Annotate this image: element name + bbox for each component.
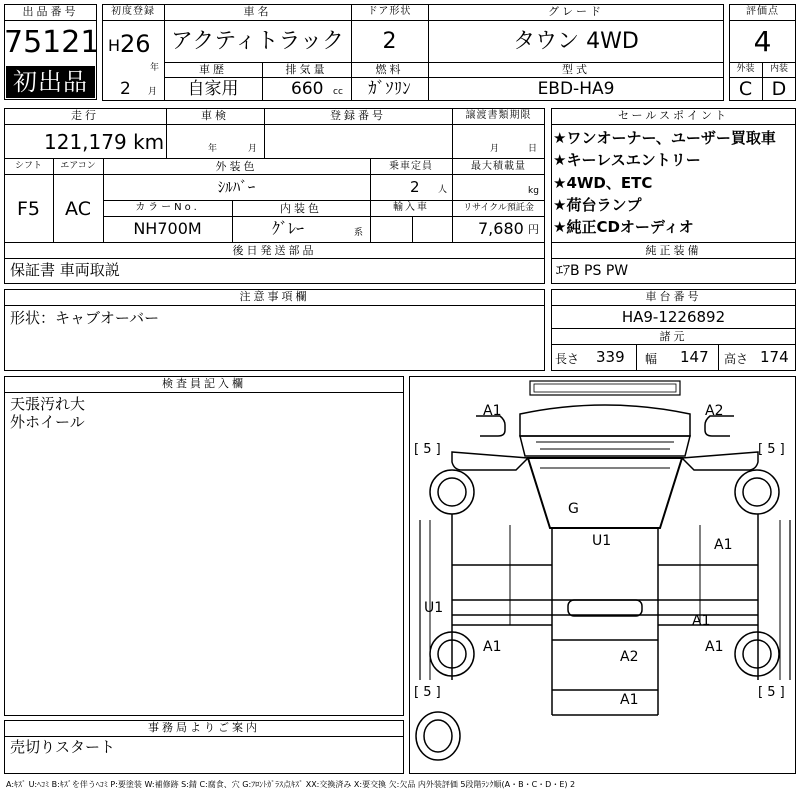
- capacity-value: 2: [410, 178, 420, 196]
- max-load-label: 最大積載量: [471, 161, 526, 172]
- height-label: 高さ: [724, 352, 749, 366]
- car-name: アクティトラック: [170, 29, 345, 54]
- tire-rear-right: [ 5 ]: [758, 685, 785, 700]
- width-value: 147: [680, 348, 709, 366]
- mark-left-rear: A1: [483, 639, 502, 655]
- lot-label: 出品番号: [22, 5, 79, 18]
- mark-right-sill: A1: [692, 613, 711, 629]
- inspector-line-2: 外ホイール: [10, 413, 85, 431]
- inspector-line-1: 天張汚れ大: [10, 395, 86, 413]
- shift-value: F5: [16, 198, 41, 220]
- aircon-label: エアコン: [60, 161, 96, 171]
- model-code-label: 型式: [562, 63, 590, 76]
- notes-value: 形状：キャブオーバー: [10, 309, 160, 327]
- mileage-label: 走行: [71, 109, 99, 122]
- legend-text: A:ｷｽﾞ U:ﾍｺﾐ B:ｷｽﾞを伴うﾍｺﾐ P:要塗装 W:補修跡 S:錆 C:腐食、穴 G:ﾌﾛﾝﾄｶﾞﾗｽ点ｷｽﾞ XX:交換済み X:要交換 欠:欠品 内外装評価 5段階ﾗﾝｸ順(A・B・C・D・E) 2: [6, 780, 576, 789]
- notes-label: 注意事項欄: [239, 290, 310, 303]
- inspection-label: 車検: [201, 109, 229, 122]
- mark-right-door: A1: [714, 537, 733, 553]
- equipment-label: 純正装備: [645, 244, 702, 257]
- mark-windshield: G: [568, 501, 579, 517]
- aircon-value: AC: [65, 198, 91, 220]
- grade-label: グレード: [548, 5, 604, 18]
- fuel-label: 燃料: [375, 63, 404, 76]
- transfer-day-unit: 日: [528, 144, 538, 154]
- mark-front-right: A2: [705, 403, 724, 419]
- score-label: 評価点: [746, 6, 779, 17]
- sales-point-3: ★4WD、ETC: [553, 174, 653, 192]
- mileage-value: 121,179 km: [44, 130, 165, 154]
- length-value: 339: [596, 348, 625, 366]
- import-label: 輸入車: [393, 202, 429, 213]
- chassis-value: HA9-1226892: [621, 308, 726, 326]
- office-value: 売切りスタート: [10, 738, 116, 756]
- recycle-value: 7,680: [478, 219, 524, 238]
- dims-label: 諸元: [659, 330, 688, 343]
- height-value: 174: [760, 348, 789, 366]
- first-reg-month-unit: 月: [148, 87, 158, 97]
- fuel-value: ｶﾞｿﾘﾝ: [368, 79, 411, 99]
- color-no-value: NH700M: [133, 219, 202, 238]
- sales-point-2: ★キーレスエントリー: [553, 151, 701, 169]
- sales-points-label: セールスポイント: [617, 109, 729, 122]
- tire-rear-left: [ 5 ]: [414, 685, 441, 700]
- first-reg-year-unit: 年: [150, 63, 160, 73]
- ext-score-label: 外装: [736, 64, 755, 74]
- chassis-label: 車台番号: [645, 290, 702, 303]
- int-color-value: ｸﾞﾚｰ: [272, 219, 305, 238]
- length-label: 長さ: [555, 352, 580, 366]
- reg-number-label: 登録番号: [330, 109, 386, 122]
- equipment-value: ｴｱB PS PW: [556, 263, 629, 279]
- transfer-label: 譲渡書類期限: [465, 110, 532, 121]
- first-reg-label: 初度登録: [111, 6, 155, 17]
- later-parts-value: 保証書 車両取説: [10, 261, 120, 279]
- score-value: 4: [753, 25, 772, 58]
- mark-roof: U1: [592, 533, 612, 549]
- history-value: 自家用: [187, 79, 239, 99]
- first-reg-year: 26: [120, 30, 151, 58]
- inspection-month-unit: 月: [248, 144, 258, 154]
- history-label: 車歴: [199, 63, 227, 76]
- int-color-label: 内装色: [280, 202, 322, 215]
- mark-left-sill: U1: [424, 600, 444, 616]
- sales-point-1: ★ワンオーナー、ユーザー買取車: [553, 129, 776, 147]
- ext-color-label: 外装色: [215, 160, 258, 173]
- later-parts-label: 後日発送部品: [232, 244, 317, 257]
- inspection-year-unit: 年: [208, 144, 218, 154]
- car-name-label: 車名: [243, 5, 272, 18]
- int-score-label: 内装: [769, 64, 788, 74]
- displacement-value: 660: [291, 79, 324, 99]
- mark-tailgate: A1: [620, 692, 639, 708]
- inspector-label: 検査員記入欄: [162, 377, 246, 390]
- tire-front-right: [ 5 ]: [758, 442, 785, 457]
- lot-number: 75121: [4, 25, 100, 60]
- tire-front-left: [ 5 ]: [414, 442, 441, 457]
- model-code-value: EBD-HA9: [537, 79, 615, 99]
- width-label: 幅: [645, 352, 658, 366]
- recycle-label: リサイクル預託金: [463, 203, 534, 213]
- transfer-month-unit: 月: [490, 144, 500, 154]
- door-label: ドア形状: [367, 6, 412, 17]
- displacement-label: 排気量: [285, 63, 328, 76]
- ext-color-value: ｼﾙﾊﾞｰ: [217, 178, 256, 196]
- sales-point-4: ★荷台ランプ: [553, 196, 642, 214]
- first-reg-month: 2: [120, 79, 131, 99]
- door-value: 2: [382, 29, 397, 54]
- sales-point-5: ★純正CDオーディオ: [553, 218, 694, 236]
- color-no-label: カラーNo.: [135, 202, 200, 213]
- office-label: 事務局よりご案内: [148, 721, 260, 734]
- displacement-unit: cc: [333, 87, 343, 97]
- capacity-unit: 人: [438, 185, 448, 195]
- ext-score: C: [738, 78, 753, 100]
- int-score: D: [771, 78, 787, 100]
- first-reg-era: H: [108, 36, 121, 55]
- int-color-unit: 系: [354, 228, 364, 238]
- mark-bed: A2: [620, 649, 639, 665]
- recycle-unit: 円: [528, 223, 539, 236]
- first-listing-text: 初出品: [13, 68, 88, 96]
- grade-value: タウン 4WD: [513, 29, 639, 54]
- mark-right-rear: A1: [705, 639, 724, 655]
- capacity-label: 乗車定員: [389, 161, 433, 172]
- mark-front-left: A1: [483, 403, 502, 419]
- max-load-unit: kg: [528, 186, 539, 196]
- shift-label: シフト: [14, 161, 42, 171]
